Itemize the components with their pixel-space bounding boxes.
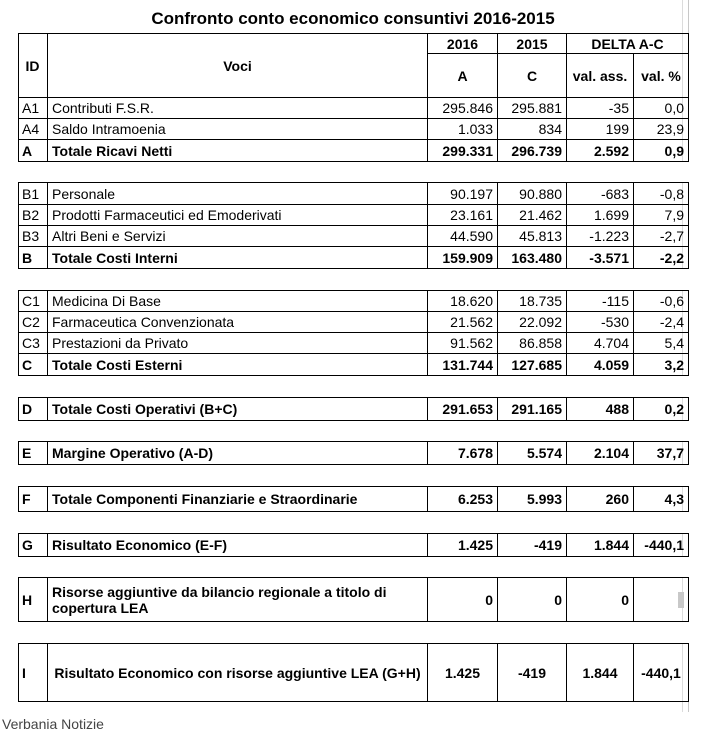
cell-2016: 1.425 [428, 644, 498, 702]
table-row [19, 247, 689, 269]
row-id: G [19, 534, 48, 557]
cell-2015: 21.462 [498, 205, 567, 226]
cell-2016: 23.161 [428, 205, 498, 226]
table-row [19, 534, 689, 557]
cell-2016: 295.846 [428, 98, 498, 119]
cell-delta-abs: -35 [567, 98, 634, 119]
cell-delta-abs: -3.571 [567, 247, 634, 269]
separator-row [19, 557, 689, 578]
cell-delta-abs: 1.699 [567, 205, 634, 226]
table-title: Confronto conto economico consuntivi 2016-2015 [151, 9, 555, 28]
table-row [19, 442, 689, 465]
cell-delta-abs: 488 [567, 398, 634, 421]
separator-row [19, 465, 689, 487]
cell-delta-pct: -440,1 [634, 644, 689, 702]
cell-delta-pct: 7,9 [634, 205, 689, 226]
table-row [19, 312, 689, 333]
cell-delta-pct: -2,2 [634, 247, 689, 269]
cell-2016: 1.425 [428, 534, 498, 557]
table-row [19, 226, 689, 247]
cell-2015: 86.858 [498, 333, 567, 354]
table-row [19, 291, 689, 312]
header-2016: 2016 [428, 34, 498, 54]
row-id: H [19, 578, 48, 622]
row-id: C1 [19, 291, 48, 312]
cell-delta-pct: 0,0 [634, 98, 689, 119]
cell-delta-pct: -0,6 [634, 291, 689, 312]
table-row [19, 140, 689, 162]
row-label: Risultato Economico (E-F) [48, 534, 428, 557]
cell-2016: 90.197 [428, 183, 498, 205]
row-id: A4 [19, 119, 48, 140]
cell-delta-abs: 199 [567, 119, 634, 140]
cell-delta-pct: 3,2 [634, 354, 689, 376]
table-row [19, 333, 689, 354]
cell-2015: 127.685 [498, 354, 567, 376]
table-row [19, 578, 689, 622]
row-label: Risultato Economico con risorse aggiuntive LEA (G+H) [48, 644, 428, 702]
separator-row [19, 512, 689, 534]
row-id: D [19, 398, 48, 421]
cell-2015: 295.881 [498, 98, 567, 119]
cell-delta-pct: 37,7 [634, 442, 689, 465]
cell-2016: 7.678 [428, 442, 498, 465]
cell-delta-pct: 4,3 [634, 487, 689, 512]
cell-2016: 299.331 [428, 140, 498, 162]
table-row [19, 183, 689, 205]
row-label: Medicina Di Base [48, 291, 428, 312]
cell-delta-abs: -530 [567, 312, 634, 333]
table-row [19, 119, 689, 140]
cell-delta-abs: 4.059 [567, 354, 634, 376]
header-col-c: C [498, 54, 567, 98]
cell-2015: -419 [498, 534, 567, 557]
separator-row [19, 421, 689, 442]
header-id: ID [19, 34, 48, 98]
cell-2015: 18.735 [498, 291, 567, 312]
cell-2015: 291.165 [498, 398, 567, 421]
row-id: C2 [19, 312, 48, 333]
cell-2015: 45.813 [498, 226, 567, 247]
cell-delta-abs: -1.223 [567, 226, 634, 247]
cell-delta-pct: -2,4 [634, 312, 689, 333]
table-row [19, 644, 689, 702]
separator-row [19, 622, 689, 644]
row-label: Contributi F.S.R. [48, 98, 428, 119]
cell-delta-pct [634, 578, 689, 622]
cell-delta-pct: -440,1 [634, 534, 689, 557]
income-statement-table [18, 33, 689, 702]
cell-2015: 90.880 [498, 183, 567, 205]
cell-2016: 1.033 [428, 119, 498, 140]
source-watermark: Verbania Notizie [2, 716, 104, 732]
row-id: I [19, 644, 48, 702]
cell-2015: 5.993 [498, 487, 567, 512]
row-id: B2 [19, 205, 48, 226]
row-id: F [19, 487, 48, 512]
cell-delta-abs: -683 [567, 183, 634, 205]
row-label: Prestazioni da Privato [48, 333, 428, 354]
cell-delta-abs: 0 [567, 578, 634, 622]
cell-2016: 291.653 [428, 398, 498, 421]
table-row [19, 205, 689, 226]
cell-delta-pct: 5,4 [634, 333, 689, 354]
cell-delta-abs: 1.844 [567, 534, 634, 557]
cell-2015: 5.574 [498, 442, 567, 465]
header-2015: 2015 [498, 34, 567, 54]
row-id: A [19, 140, 48, 162]
cell-2016: 131.744 [428, 354, 498, 376]
header-voci: Voci [48, 34, 428, 98]
cell-2015: 0 [498, 578, 567, 622]
cell-delta-pct: 0,2 [634, 398, 689, 421]
row-label: Totale Costi Operativi (B+C) [48, 398, 428, 421]
table-row [19, 398, 689, 421]
row-label: Totale Costi Interni [48, 247, 428, 269]
cell-2016: 21.562 [428, 312, 498, 333]
cell-delta-abs: 2.592 [567, 140, 634, 162]
header-val-pct: val. % [634, 54, 689, 98]
header-val-ass: val. ass. [567, 54, 634, 98]
cell-delta-abs: 4.704 [567, 333, 634, 354]
cell-2015: -419 [498, 644, 567, 702]
table-row [19, 487, 689, 512]
header-delta: DELTA A-C [567, 34, 689, 54]
table-row [19, 354, 689, 376]
row-label: Totale Componenti Finanziarie e Straordinarie [48, 487, 428, 512]
row-id: C [19, 354, 48, 376]
row-label: Risorse aggiuntive da bilancio regionale a titolo di copertura LEA [48, 578, 428, 622]
separator-row [19, 162, 689, 183]
row-label: Margine Operativo (A-D) [48, 442, 428, 465]
row-label: Altri Beni e Servizi [48, 226, 428, 247]
cell-delta-abs: 260 [567, 487, 634, 512]
row-label: Saldo Intramoenia [48, 119, 428, 140]
cell-delta-pct: 0,9 [634, 140, 689, 162]
cell-delta-abs: 1.844 [567, 644, 634, 702]
cell-2015: 834 [498, 119, 567, 140]
row-id: C3 [19, 333, 48, 354]
row-id: E [19, 442, 48, 465]
row-label: Farmaceutica Convenzionata [48, 312, 428, 333]
cell-2015: 296.739 [498, 140, 567, 162]
cell-2016: 6.253 [428, 487, 498, 512]
cell-delta-pct: -0,8 [634, 183, 689, 205]
cell-delta-pct: 23,9 [634, 119, 689, 140]
header-col-a: A [428, 54, 498, 98]
row-label: Totale Ricavi Netti [48, 140, 428, 162]
row-label: Totale Costi Esterni [48, 354, 428, 376]
cell-2016: 91.562 [428, 333, 498, 354]
separator-row [19, 269, 689, 291]
row-id: B3 [19, 226, 48, 247]
cell-2016: 159.909 [428, 247, 498, 269]
row-id: B1 [19, 183, 48, 205]
cell-2016: 44.590 [428, 226, 498, 247]
cell-2015: 163.480 [498, 247, 567, 269]
table-row [19, 98, 689, 119]
row-id: A1 [19, 98, 48, 119]
cell-delta-pct: -2,7 [634, 226, 689, 247]
cell-2015: 22.092 [498, 312, 567, 333]
cell-delta-abs: 2.104 [567, 442, 634, 465]
cell-2016: 18.620 [428, 291, 498, 312]
separator-row [19, 376, 689, 398]
row-label: Personale [48, 183, 428, 205]
cell-delta-abs: -115 [567, 291, 634, 312]
row-id: B [19, 247, 48, 269]
row-label: Prodotti Farmaceutici ed Emoderivati [48, 205, 428, 226]
cell-2016: 0 [428, 578, 498, 622]
